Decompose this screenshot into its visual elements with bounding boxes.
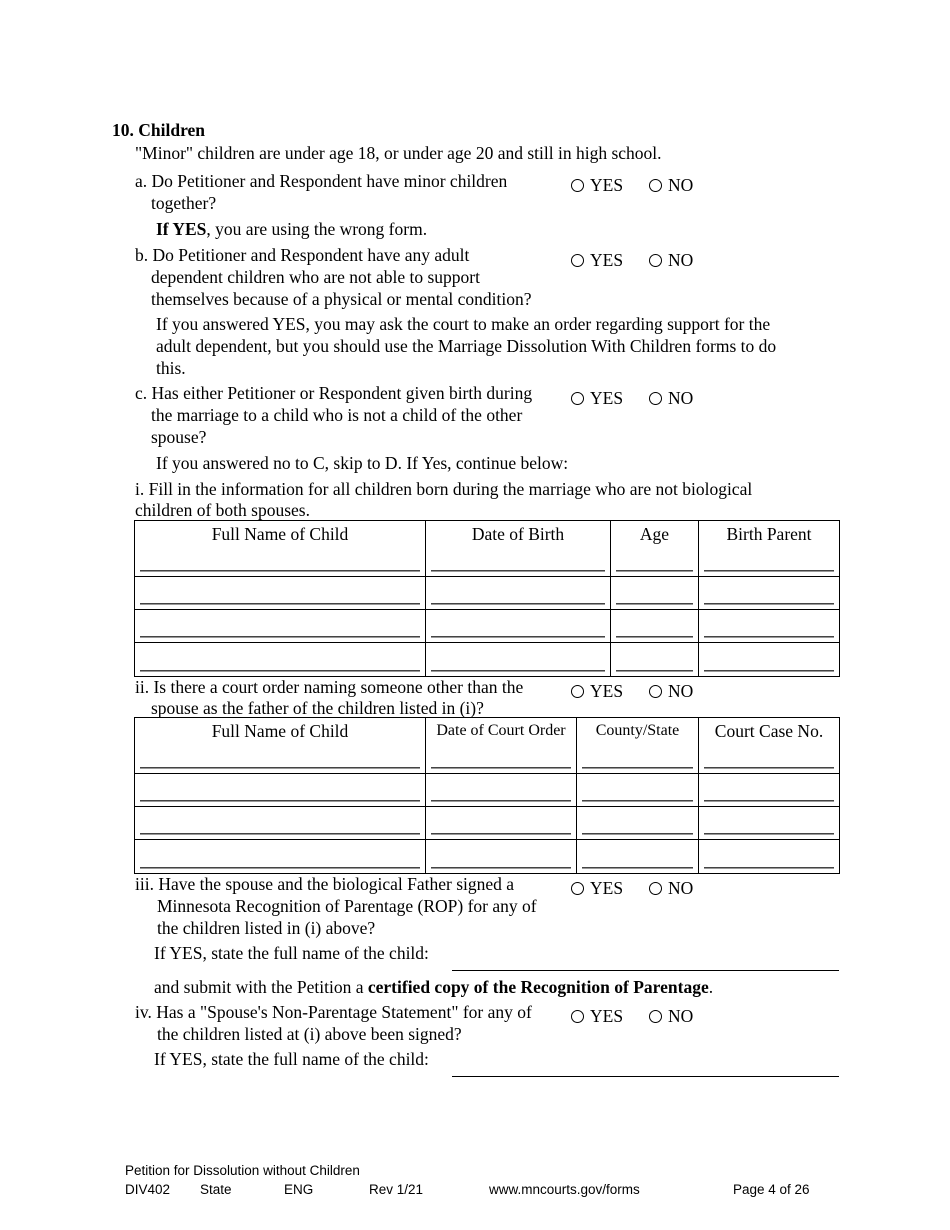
column-header: Age — [639, 524, 670, 544]
header-cell[interactable] — [699, 718, 840, 774]
entry-line — [582, 833, 693, 835]
court-order-table — [134, 717, 840, 874]
question-b-note-line1: If you answered YES, you may ask the court to make an order regarding support for the — [156, 314, 771, 334]
part-iii-no-radio[interactable] — [649, 877, 693, 899]
entry-cell[interactable] — [577, 774, 699, 807]
question-b-line3: themselves because of a physical or mental condition? — [151, 289, 532, 309]
part-iii-state-name-label: If YES, state the full name of the child: — [154, 943, 429, 963]
part-iii-submit-note — [154, 976, 713, 998]
question-b-line2: dependent children who are not able to support — [151, 267, 480, 287]
question-a-no-radio[interactable] — [649, 174, 693, 196]
submit-note-pre: and submit with the Petition a — [154, 977, 368, 997]
table-header-row — [135, 718, 840, 774]
footer-page-number: Page 4 of 26 — [733, 1182, 810, 1197]
entry-line — [616, 670, 693, 672]
entry-cell[interactable] — [699, 577, 840, 610]
part-i-line2: children of both spouses. — [135, 500, 310, 520]
header-cell[interactable] — [135, 521, 426, 577]
header-cell[interactable] — [426, 718, 577, 774]
yes-label: YES — [590, 175, 624, 195]
question-c-no-radio[interactable] — [649, 387, 693, 409]
children-table — [134, 520, 840, 677]
entry-cell[interactable] — [577, 840, 699, 874]
entry-cell[interactable] — [426, 610, 611, 643]
entry-cell[interactable] — [135, 577, 426, 610]
column-header: Full Name of Child — [211, 524, 349, 544]
entry-cell[interactable] — [611, 577, 699, 610]
no-label: NO — [668, 250, 694, 270]
column-header: Date of Court Order — [436, 722, 566, 739]
part-iv-child-name-field[interactable] — [452, 1076, 839, 1077]
part-iv-yes-radio[interactable] — [571, 1005, 623, 1027]
yes-label: YES — [590, 1006, 624, 1026]
entry-cell[interactable] — [426, 807, 577, 840]
radio-circle-icon — [649, 685, 662, 698]
entry-line — [704, 603, 834, 605]
no-label: NO — [668, 1006, 694, 1026]
submit-note-post: . — [708, 977, 714, 997]
entry-line — [140, 800, 420, 802]
question-a-yes-radio[interactable] — [571, 174, 623, 196]
footer-form-title: Petition for Dissolution without Children — [125, 1163, 360, 1178]
entry-cell[interactable] — [426, 643, 611, 677]
entry-line — [140, 570, 420, 572]
table-row — [135, 610, 840, 643]
entry-cell[interactable] — [426, 577, 611, 610]
table-row — [135, 807, 840, 840]
part-iv-state-name-label: If YES, state the full name of the child: — [154, 1049, 429, 1069]
radio-circle-icon — [571, 392, 584, 405]
part-iii-line2: Minnesota Recognition of Parentage (ROP) for any of — [157, 896, 537, 916]
part-iv-line2: the children listed at (i) above been signed? — [157, 1024, 462, 1044]
entry-line — [431, 570, 605, 572]
entry-line — [431, 670, 605, 672]
radio-circle-icon — [571, 1010, 584, 1023]
entry-line — [616, 603, 693, 605]
table-row — [135, 774, 840, 807]
entry-cell[interactable] — [577, 807, 699, 840]
entry-cell[interactable] — [611, 610, 699, 643]
radio-circle-icon — [571, 179, 584, 192]
entry-cell[interactable] — [611, 643, 699, 677]
section-title: 10. Children — [112, 120, 206, 140]
header-cell[interactable] — [699, 521, 840, 577]
radio-circle-icon — [649, 392, 662, 405]
column-header: Date of Birth — [471, 524, 565, 544]
question-a-note-bold: If YES — [156, 219, 207, 239]
part-ii-line1: ii. Is there a court order naming someone other than the — [135, 677, 524, 697]
yes-label: YES — [590, 878, 624, 898]
entry-cell[interactable] — [699, 807, 840, 840]
yes-label: YES — [590, 681, 624, 701]
no-label: NO — [668, 388, 694, 408]
question-a-note-rest: , you are using the wrong form. — [206, 219, 428, 239]
header-cell[interactable] — [611, 521, 699, 577]
table-row — [135, 643, 840, 677]
question-c-line3: spouse? — [151, 427, 207, 447]
entry-line — [704, 570, 834, 572]
radio-circle-icon — [571, 882, 584, 895]
entry-line — [704, 636, 834, 638]
radio-circle-icon — [571, 685, 584, 698]
question-a-note — [156, 218, 427, 240]
entry-line — [140, 670, 420, 672]
part-ii-yes-radio[interactable] — [571, 680, 623, 702]
entry-line — [140, 603, 420, 605]
entry-line — [616, 570, 693, 572]
entry-cell[interactable] — [699, 643, 840, 677]
radio-circle-icon — [649, 882, 662, 895]
entry-line — [140, 867, 420, 869]
radio-circle-icon — [649, 1010, 662, 1023]
question-c-line1: c. Has either Petitioner or Respondent given birth during — [135, 383, 533, 403]
entry-cell[interactable] — [135, 807, 426, 840]
yes-label: YES — [590, 388, 624, 408]
question-b-no-radio[interactable] — [649, 249, 693, 271]
entry-line — [140, 767, 420, 769]
question-c-note: If you answered no to C, skip to D. If Yes, continue below: — [156, 453, 569, 473]
entry-cell[interactable] — [699, 610, 840, 643]
header-cell[interactable] — [135, 718, 426, 774]
entry-cell[interactable] — [426, 840, 577, 874]
column-header: Birth Parent — [726, 524, 812, 544]
entry-line — [582, 800, 693, 802]
radio-circle-icon — [649, 254, 662, 267]
footer-form-code: DIV402 — [125, 1182, 171, 1197]
column-header: County/State — [595, 722, 680, 739]
entry-line — [140, 833, 420, 835]
part-iv-line1: iv. Has a "Spouse's Non-Parentage Statement" for any of — [135, 1002, 532, 1022]
part-iv-no-radio[interactable] — [649, 1005, 693, 1027]
question-c-yes-radio[interactable] — [571, 387, 623, 409]
entry-line — [704, 767, 834, 769]
entry-cell[interactable] — [135, 774, 426, 807]
question-b-note-line2: adult dependent, but you should use the Marriage Dissolution With Children forms to do — [156, 336, 777, 356]
entry-line — [431, 636, 605, 638]
footer-language: ENG — [284, 1182, 314, 1197]
submit-note-bold: certified copy of the Recognition of Parentage — [367, 977, 709, 997]
entry-line — [431, 867, 571, 869]
header-cell[interactable] — [426, 521, 611, 577]
no-label: NO — [668, 681, 694, 701]
question-c-line2: the marriage to a child who is not a child of the other — [151, 405, 523, 425]
entry-line — [582, 867, 693, 869]
entry-line — [582, 767, 693, 769]
radio-circle-icon — [571, 254, 584, 267]
part-iii-line1: iii. Have the spouse and the biological Father signed a — [135, 874, 515, 894]
question-b-line1: b. Do Petitioner and Respondent have any adult — [135, 245, 470, 265]
question-a-line1: a. Do Petitioner and Respondent have minor children — [135, 171, 508, 191]
entry-cell[interactable] — [426, 774, 577, 807]
entry-line — [704, 800, 834, 802]
entry-cell[interactable] — [135, 610, 426, 643]
no-label: NO — [668, 175, 694, 195]
section-intro: "Minor" children are under age 18, or under age 20 and still in high school. — [135, 143, 662, 163]
entry-line — [140, 636, 420, 638]
entry-line — [616, 636, 693, 638]
part-i-line1: i. Fill in the information for all children born during the marriage who are not biological — [135, 479, 753, 499]
radio-circle-icon — [649, 179, 662, 192]
entry-line — [431, 833, 571, 835]
entry-cell[interactable] — [135, 643, 426, 677]
table-header-row — [135, 521, 840, 577]
part-ii-no-radio[interactable] — [649, 680, 693, 702]
part-iii-yes-radio[interactable] — [571, 877, 623, 899]
entry-cell[interactable] — [135, 840, 426, 874]
entry-line — [431, 767, 571, 769]
column-header: Court Case No. — [714, 721, 824, 741]
table-row — [135, 840, 840, 874]
footer-url[interactable]: www.mncourts.gov/forms — [489, 1182, 640, 1197]
entry-line — [704, 833, 834, 835]
footer-state: State — [200, 1182, 232, 1197]
yes-label: YES — [590, 250, 624, 270]
no-label: NO — [668, 878, 694, 898]
part-ii-line2: spouse as the father of the children listed in (i)? — [151, 698, 484, 718]
footer-revision: Rev 1/21 — [369, 1182, 424, 1197]
entry-line — [704, 867, 834, 869]
question-b-note-line3: this. — [156, 358, 186, 378]
header-cell[interactable] — [577, 718, 699, 774]
question-a-line2: together? — [151, 193, 217, 213]
entry-line — [431, 603, 605, 605]
part-iii-child-name-field[interactable] — [452, 970, 839, 971]
column-header: Full Name of Child — [211, 721, 349, 741]
entry-cell[interactable] — [699, 774, 840, 807]
question-b-yes-radio[interactable] — [571, 249, 623, 271]
part-iii-line3: the children listed in (i) above? — [157, 918, 376, 938]
entry-cell[interactable] — [699, 840, 840, 874]
entry-line — [704, 670, 834, 672]
table-row — [135, 577, 840, 610]
entry-line — [431, 800, 571, 802]
